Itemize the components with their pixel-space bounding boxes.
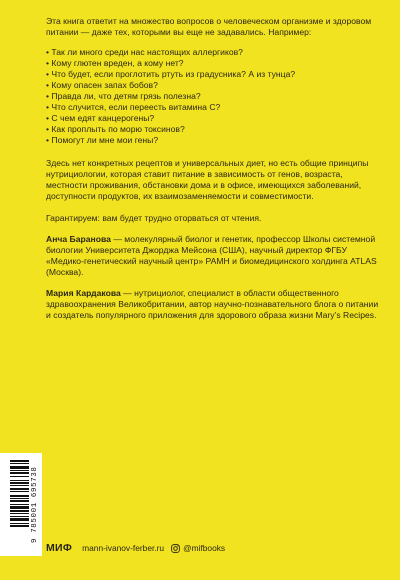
- author-description: — молекулярный биолог и генетик, профессор Школы системной биологии Университета Джорджа Мейсона (США), научный директор ФГБУ «Медико-генетический научный центр» РАМН и биомедицинского холдинга ATLAS (Москва).: [46, 234, 377, 277]
- question-list: [46, 47, 382, 146]
- author-name: Анча Баранова: [46, 234, 111, 244]
- instagram-handle[interactable]: @mifbooks: [183, 543, 226, 553]
- back-cover-text: [46, 16, 382, 331]
- list-item: • Что будет, если проглотить ртуть из градусника? А из тунца?: [46, 69, 296, 79]
- description-paragraph: Здесь нет конкретных рецептов и универсальных диет, но есть общие принципы нутрициологии, которая ставит питание в зависимость от генов, возраста, местности проживания, обстановки дома и в офисе, имеющихся заболеваний, доступности продуктов, их взаимозаменяемости и совместимости.: [46, 158, 369, 201]
- footer: [46, 541, 225, 555]
- website-link[interactable]: mann-ivanov-ferber.ru: [82, 543, 165, 553]
- instagram-icon: [171, 544, 180, 553]
- barcode-bars: [10, 459, 29, 551]
- list-item: • Кому глютен вреден, а кому нет?: [46, 58, 184, 68]
- author-description: — нутрициолог, специалист в области общественного здравоохранения Великобритании, автор научно-познавательного блога о питании и создатель популярного приложения для здорового образа жизни Mary’s Recipes.: [46, 288, 379, 320]
- barcode-digits: 9 785001 695738: [31, 466, 39, 543]
- guarantee-paragraph: Гарантируем: вам будет трудно оторваться от чтения.: [46, 213, 262, 223]
- barcode: [0, 453, 42, 556]
- author-name: Мария Кардакова: [46, 288, 121, 298]
- list-item: • Что случится, если переесть витамина С?: [46, 102, 221, 112]
- list-item: • Правда ли, что детям грязь полезна?: [46, 91, 201, 101]
- list-item: • С чем едят канцерогены?: [46, 113, 155, 123]
- list-item: • Как проплыть по морю токсинов?: [46, 124, 185, 134]
- intro-paragraph: Эта книга ответит на множество вопросов о человеческом организме и здоровом питании — даже тех, которыми вы еще не задавались. Например:: [46, 16, 372, 37]
- author-bio: [46, 288, 382, 321]
- author-bio: [46, 234, 382, 278]
- list-item: • Помогут ли мне мои гены?: [46, 135, 159, 145]
- list-item: • Кому опасен запах бобов?: [46, 80, 158, 90]
- publisher-logo: МИФ: [46, 542, 73, 554]
- list-item: • Так ли много среди нас настоящих аллергиков?: [46, 47, 243, 57]
